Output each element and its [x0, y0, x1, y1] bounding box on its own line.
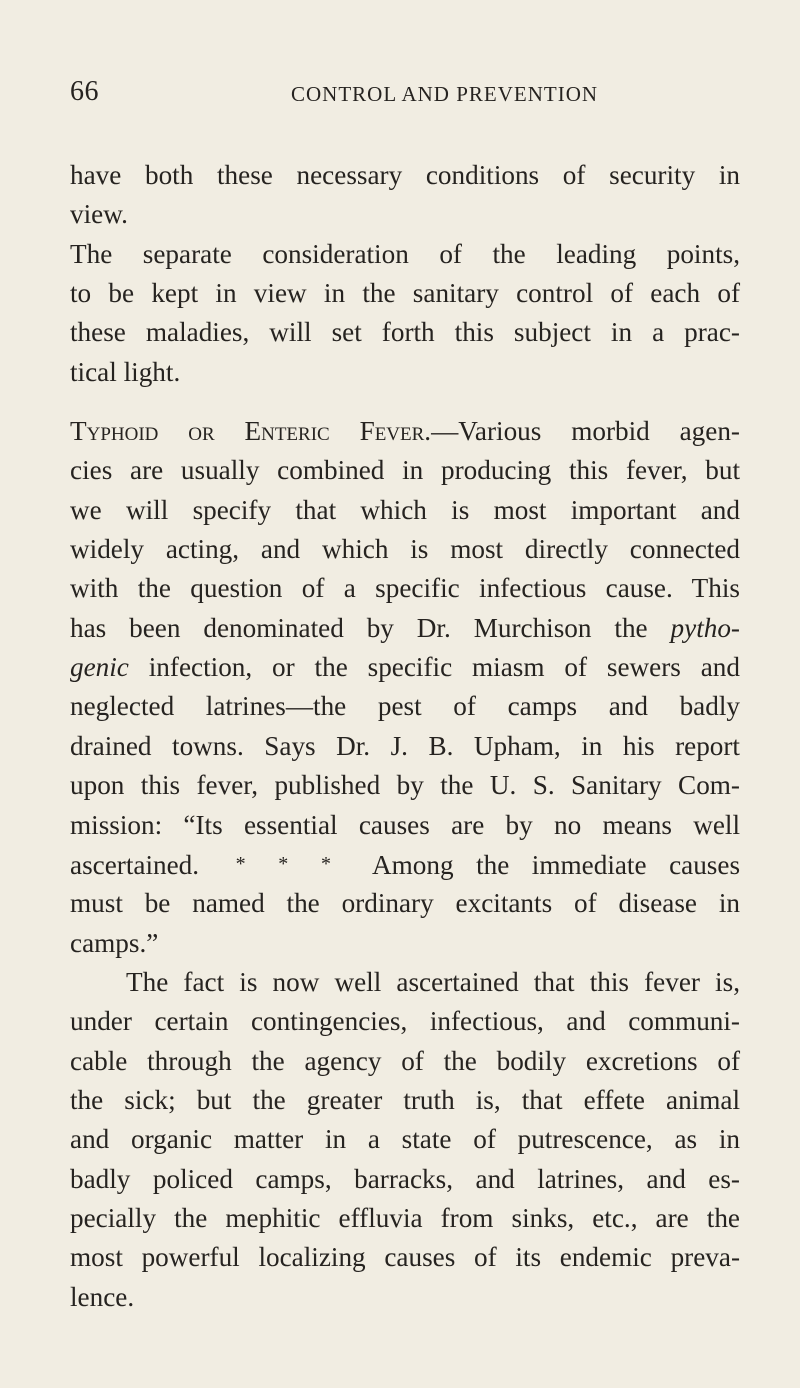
text-line: we will specify that which is most important and [70, 494, 740, 525]
section-start-line [70, 412, 740, 451]
text-fragment: has been denominated by Dr. Murchison the [70, 612, 671, 643]
text-line: The separate consideration of the leading points, [70, 238, 740, 269]
text-line: pecially the mephitic effluvia from sinks, etc., are the [70, 1202, 740, 1233]
ellipsis-stars: * * * [235, 852, 337, 875]
text-line: under certain contingencies, infectious, and communi- [70, 1006, 740, 1037]
text-line: most powerful localizing causes of its endemic preva- [70, 1242, 740, 1273]
text-fragment: ascertained. [70, 849, 200, 880]
text-line: mission: “Its essential causes are by no means well [70, 809, 740, 840]
text-line: with the question of a specific infectious cause. This [70, 573, 740, 604]
text-line: view. [70, 199, 128, 230]
text-line: and organic matter in a state of putrescence, as in [70, 1124, 740, 1155]
italic-term: pytho- [670, 612, 740, 643]
text-line: these maladies, will set forth this subject in a prac- [70, 317, 740, 348]
text-line: camps.” [70, 927, 159, 958]
text-line: cies are usually combined in producing this fever, but [70, 455, 740, 486]
text-fragment: infection, or the specific miasm of sewers and [128, 652, 740, 683]
italic-term: genic [70, 652, 129, 683]
text-line: must be named the ordinary excitants of disease in [70, 888, 740, 919]
text-line: lence. [70, 1281, 135, 1312]
text-line [70, 648, 740, 687]
page-header [70, 76, 740, 116]
text-line: widely acting, and which is most directly connected [70, 534, 740, 565]
text-line: The fact is now well ascertained that this fever is, [126, 966, 740, 997]
text-fragment: Among the immediate causes [372, 849, 741, 880]
page-number: 66 [70, 76, 99, 107]
text-line: neglected latrines—the pest of camps and badly [70, 691, 740, 722]
text-line: cable through the agency of the bodily excretions of [70, 1045, 740, 1076]
text-line: the sick; but the greater truth is, that effete animal [70, 1084, 740, 1115]
running-head: CONTROL AND PREVENTION [291, 82, 599, 106]
text-line: badly policed camps, barracks, and latrines, and es- [70, 1163, 740, 1194]
text-line: drained towns. Says Dr. J. B. Upham, in his report [70, 730, 740, 761]
text-line [70, 845, 740, 884]
section-heading: Typhoid or Enteric Fever. [70, 416, 432, 447]
text-line: upon this fever, published by the U. S. Sanitary Com- [70, 770, 740, 801]
body-text [70, 156, 740, 1317]
text-line: tical light. [70, 356, 181, 387]
text-line: have both these necessary conditions of security in [70, 160, 740, 190]
text-line [70, 609, 740, 648]
text-line: to be kept in view in the sanitary control of each of [70, 278, 740, 309]
text-fragment: —Various morbid agen- [431, 416, 740, 447]
